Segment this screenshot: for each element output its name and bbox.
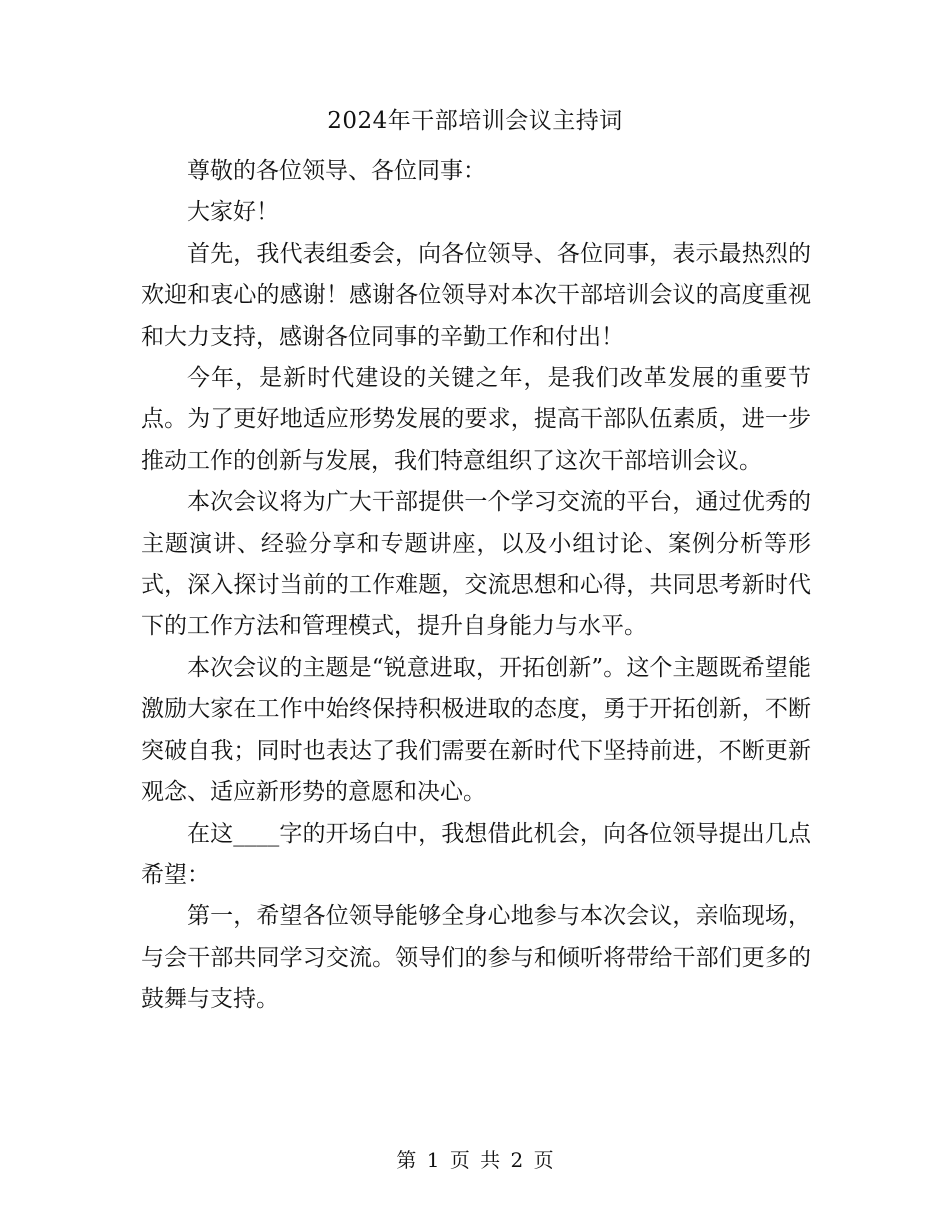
salutation: 尊敬的各位领导、各位同事： — [187, 158, 486, 184]
paragraph: 在这____字的开场白中，我想借此机会，向各位领导提出几点希望： — [141, 820, 811, 888]
document-title: 2024年干部培训会议主持词 — [327, 108, 623, 134]
paragraph: 今年，是新时代建设的关键之年，是我们改革发展的重要节点。为了更好地适应形势发展的要求，提高干部队伍素质，进一步推动工作的创新与发展，我们特意组织了这次干部培训会议。 — [141, 365, 811, 474]
paragraph: 本次会议将为广大干部提供一个学习交流的平台，通过优秀的主题演讲、经验分享和专题讲座，以及小组讨论、案例分析等形式，深入探讨当前的工作难题，交流思想和心得，共同思考新时代下的工作方法和管理模式，提升自身能力与水平。 — [141, 489, 811, 640]
paragraph: 第一，希望各位领导能够全身心地参与本次会议，亲临现场，与会干部共同学习交流。领导们的参与和倾听将带给干部们更多的鼓舞与支持。 — [141, 903, 811, 1013]
document-body — [141, 151, 811, 1021]
paragraph: 本次会议的主题是“锐意进取，开拓创新”。这个主题既希望能激励大家在工作中始终保持积极进取的态度，勇于开拓创新，不断突破自我；同时也表达了我们需要在新时代下坚持前进，不断更新观念、适应新形势的意愿和决心。 — [141, 654, 811, 806]
paragraph: 首先，我代表组委会，向各位领导、各位同事，表示最热烈的欢迎和衷心的感谢！感谢各位领导对本次干部培训会议的高度重视和大力支持，感谢各位同事的辛勤工作和付出！ — [141, 240, 811, 350]
page-footer: 第 1 页 共 2 页 — [396, 1148, 554, 1172]
greeting: 大家好！ — [187, 199, 279, 226]
